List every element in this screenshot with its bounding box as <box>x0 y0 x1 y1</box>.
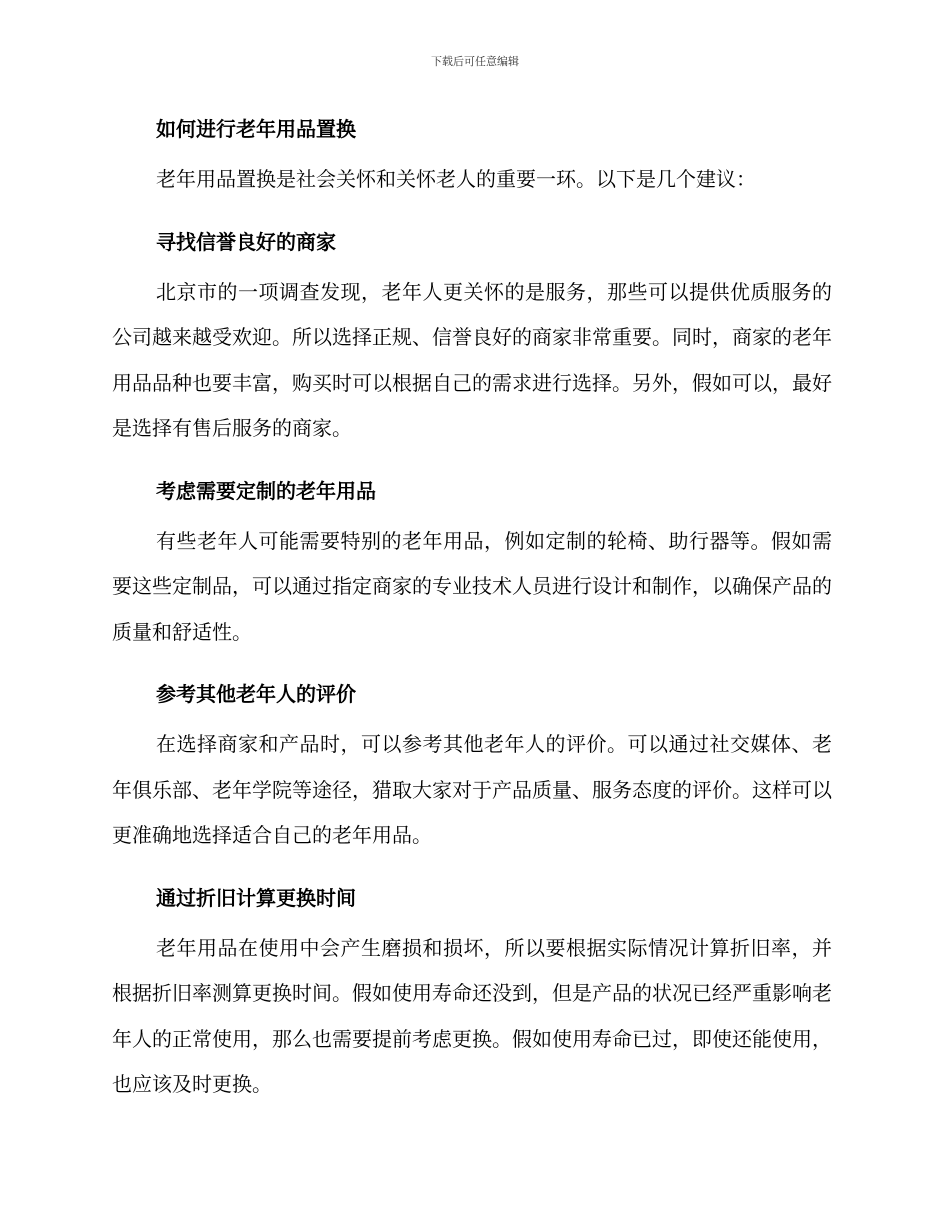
section-paragraph-custom-products: 有些老年人可能需要特别的老年用品，例如定制的轮椅、助行器等。假如需要这些定制品，可以通过指定商家的专业技术人员进行设计和制作，以确保产品的质量和舒适性。 <box>112 528 832 644</box>
section-paragraph-reputable-merchants: 北京市的一项调查发现，老年人更关怀的是服务，那些可以提供优质服务的公司越来越受欢迎。所以选择正规、信誉良好的商家非常重要。同时，商家的老年用品品种也要丰富，购买时可以根据自己的需求进行选择。另外，假如可以，最好是选择有售后服务的商家。 <box>112 279 832 440</box>
intro-paragraph: 老年用品置换是社会关怀和关怀老人的重要一环。以下是几个建议： <box>156 167 756 191</box>
section-heading-depreciation: 通过折旧计算更换时间 <box>156 885 356 910</box>
section-paragraph-peer-reviews: 在选择商家和产品时，可以参考其他老年人的评价。可以通过社交媒体、老年俱乐部、老年学院等途径，猎取大家对于产品质量、服务态度的评价。这样可以更准确地选择适合自己的老年用品。 <box>112 732 832 847</box>
section-heading-custom-products: 考虑需要定制的老年用品 <box>156 478 376 503</box>
section-heading-reputable-merchants: 寻找信誉良好的商家 <box>156 229 336 254</box>
section-heading-peer-reviews: 参考其他老年人的评价 <box>156 682 356 706</box>
document-title: 如何进行老年用品置换 <box>156 117 356 141</box>
page-header: 下载后可任意编辑 <box>431 55 519 68</box>
document-body <box>112 112 832 1108</box>
section-paragraph-depreciation: 老年用品在使用中会产生磨损和损坏，所以要根据实际情况计算折旧率，并根据折旧率测算更换时间。假如使用寿命还没到，但是产品的状况已经严重影响老年人的正常使用，那么也需要提前考虑更换。假如使用寿命已过，即使还能使用，也应该及时更换。 <box>112 935 832 1096</box>
